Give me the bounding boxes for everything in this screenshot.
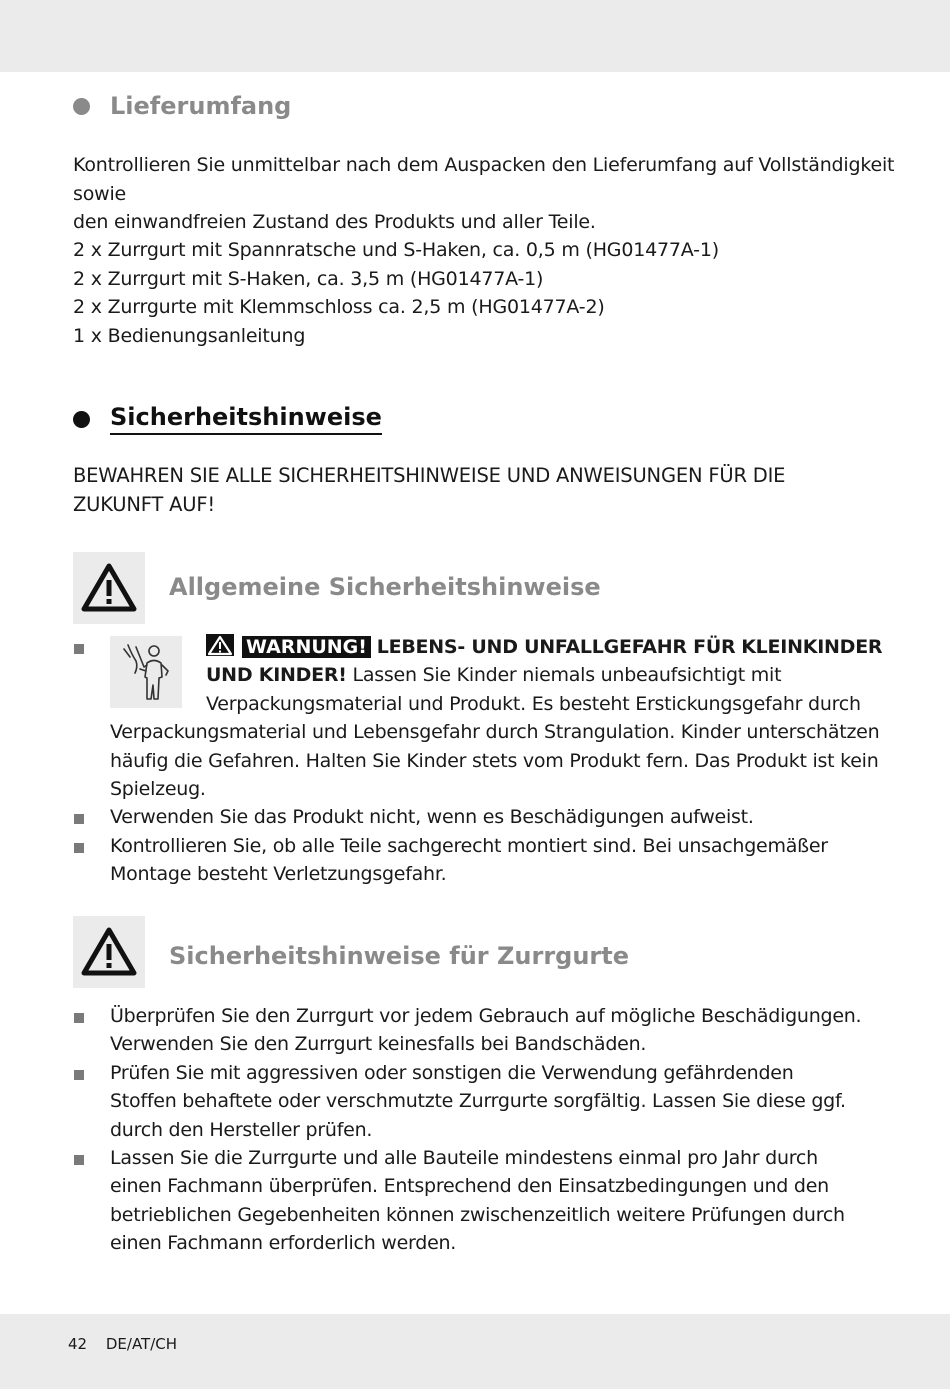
general-heading: Allgemeine Sicherheitshinweise [169, 573, 601, 601]
scope-title: Lieferumfang [110, 92, 292, 120]
straps-warning-box [73, 916, 145, 988]
page-footer [68, 1335, 191, 1353]
general-warning-box [73, 552, 145, 624]
scope-item: 2 x Zurrgurte mit Klemmschloss ca. 2,5 m (HG01477A-2) [73, 296, 605, 318]
list-item [73, 832, 883, 889]
list-item-text: Verwenden Sie das Produkt nicht, wenn es Beschädigungen aufweist. [110, 806, 754, 829]
straps-list [73, 1002, 863, 1258]
region-label: DE/AT/CH [105, 1335, 178, 1353]
warning-bold-text: LEBENS- UND UNFALLGEFAHR FÜR [376, 636, 736, 658]
list-item-text: Prüfen Sie mit aggressiven oder sonstigen die Verwendung gefährdenden Stoffen behaftete oder verschmutzte Zurrgurte sorgfältig. Lassen Sie diese ggf. durch den Hersteller prüfen. [110, 1061, 846, 1141]
list-item [73, 633, 883, 803]
bullet-square-icon [74, 1070, 84, 1080]
list-item [73, 1144, 863, 1258]
top-band [0, 0, 950, 72]
warning-triangle-inline-icon [206, 634, 234, 656]
bullet-square-icon [74, 814, 84, 824]
section-scope-heading [73, 92, 291, 120]
safety-keep-line: ZUKUNFT AUF! [73, 493, 215, 516]
list-item [73, 1002, 863, 1059]
bullet-square-icon [74, 644, 84, 654]
warning-label: WARNUNG! [242, 636, 371, 658]
safety-keep-line: BEWAHREN SIE ALLE SICHERHEITSHINWEISE UND ANWEISUNGEN FÜR DIE [73, 464, 786, 487]
scope-intro-line: Kontrollieren Sie unmittelbar nach dem Auspacken den Lieferumfang auf Vollständigkeit sowie [73, 154, 895, 205]
warning-bold-text: KLEINKINDER UND KINDER! [206, 636, 883, 687]
list-item-text: Kontrollieren Sie, ob alle Teile sachgerecht montiert sind. Bei unsachgemäßer Montage besteht Verletzungsgefahr. [110, 834, 828, 886]
general-list [73, 633, 883, 889]
bullet-square-icon [74, 843, 84, 853]
bullet-dot-icon [73, 98, 90, 115]
bullet-square-icon [74, 1013, 84, 1023]
straps-heading: Sicherheitshinweise für Zurrgurte [169, 942, 630, 970]
list-item-text: Überprüfen Sie den Zurrgurt vor jedem Gebrauch auf mögliche Beschädigungen. Verwenden Sie den Zurrgurt keinesfalls bei Bandschäden. [110, 1005, 862, 1056]
warning-body-text: Lassen Sie Kinder niemals unbeaufsichtigt mit Verpackungsmaterial und Produkt. Es besteht Erstickungsgefahr durch Verpackungsmaterial und Lebensgefahr durch Strangulation. Kinder unterschätzen häufig die Gefahren. Halten Sie Kinder stets vom Produkt fern. Das Produkt ist kein Spielzeug. [110, 664, 880, 801]
scope-item: 2 x Zurrgurt mit Spannratsche und S-Haken, ca. 0,5 m (HG01477A-1) [73, 239, 719, 261]
list-item [73, 803, 883, 831]
list-item [73, 1059, 863, 1144]
bullet-square-icon [74, 1155, 84, 1165]
safety-title: Sicherheitshinweise [110, 403, 382, 435]
scope-item: 1 x Bedienungsanleitung [73, 324, 306, 347]
scope-intro-line: den einwandfreien Zustand des Produkts und aller Teile. [73, 211, 596, 233]
list-item-text: Lassen Sie die Zurrgurte und alle Bauteile mindestens einmal pro Jahr durch einen Fachmann überprüfen. Entsprechend den Einsatzbedingungen und den betrieblichen Gegebenheiten können zwischenzeitlich weitere Prüfungen durch einen Fachmann erforderlich werden. [110, 1147, 845, 1255]
warning-triangle-icon [81, 563, 137, 613]
section-safety-heading [73, 403, 382, 435]
safety-keep-notice [73, 461, 913, 519]
scope-item-list [73, 236, 903, 350]
bullet-dot-icon [73, 411, 90, 428]
child-hazard-icon [120, 641, 172, 703]
page-number: 42 [68, 1335, 88, 1353]
scope-item: 2 x Zurrgurt mit S-Haken, ca. 3,5 m (HG01477A-1) [73, 267, 544, 290]
warning-triangle-icon [81, 927, 137, 977]
child-warning-box [110, 636, 182, 708]
scope-intro [73, 151, 903, 237]
